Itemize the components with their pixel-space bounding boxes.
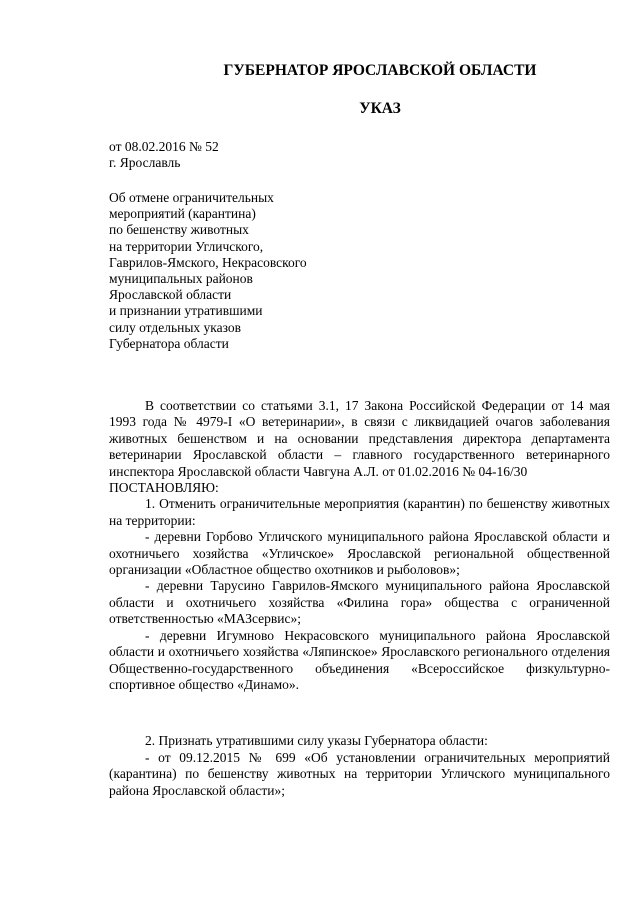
document-type: УКАЗ xyxy=(359,100,401,117)
date-number: от 08.02.2016 № 52 xyxy=(109,139,219,154)
subject-line: Об отмене ограничительных xyxy=(109,190,274,205)
preamble-paragraph: В соответствии со статьями 3.1, 17 Закона Российской Федерации от 14 мая 1993 года № 4979-I «О ветеринарии», в связи с ликвидацией очагов заболевания животных бешенством и на основании представления директора департамента ветеринарии Ярославской области – главного государственного ветеринарного инспектора Ярославской области Чавгуна А.Л. от 01.02.2016 № 04-16/30 xyxy=(109,398,610,479)
city: г. Ярославль xyxy=(109,155,181,171)
issuer-heading: ГУБЕРНАТОР ЯРОСЛАВСКОЙ ОБЛАСТИ xyxy=(223,62,537,79)
item-2-paragraph: 2. Признать утратившими силу указы Губернатора области: xyxy=(145,733,488,749)
subject-line: мероприятий (карантина) xyxy=(109,206,256,222)
subject-line: на территории Угличского, xyxy=(109,238,264,254)
subject-line: и признании утратившими xyxy=(109,303,263,319)
item-2-bullet: - от 09.12.2015 № 699 «Об установлении ограничительных мероприятий (карантина) по бешенству животных на территории Угличского муниципального района Ярославской области»; xyxy=(109,749,610,798)
decree-body xyxy=(109,398,610,799)
subject-line: силу отдельных указов xyxy=(109,319,242,335)
decree-subject xyxy=(109,190,307,352)
subject-line: Губернатора области xyxy=(109,335,229,351)
item-1-paragraph: 1. Отменить ограничительные мероприятия (карантин) по бешенству животных на территории: xyxy=(109,496,610,528)
subject-line: Ярославской области xyxy=(109,287,232,303)
spacer xyxy=(109,693,610,733)
subject-line: Гаврилов-Ямского, Некрасовского xyxy=(109,254,307,270)
item-1-bullet: - деревни Тарусино Гаврилов-Ямского муниципального района Ярославской области и охотничьего хозяйства «Филина гора» общества с ограниченной ответственностью «МАЗсервис»; xyxy=(109,578,610,627)
item-1-bullet: - деревни Горбово Угличского муниципального района Ярославской области и охотничьего хозяйства «Угличское» Ярославской региональной общественной организации «Областное общество охотников и рыболовов»; xyxy=(109,529,610,578)
subject-line: муниципальных районов xyxy=(109,271,253,287)
resolve-label: ПОСТАНОВЛЯЮ: xyxy=(109,480,219,496)
subject-line: по бешенству животных xyxy=(109,222,249,238)
decree-meta xyxy=(109,139,219,171)
item-1-bullet: - деревни Игумново Некрасовского муниципального района Ярославской области и охотничьего хозяйства «Ляпинское» Ярославского регионального отделения Общественно-государственного объединения «Всероссийское физкультурно-спортивное общество «Динамо». xyxy=(109,627,610,692)
